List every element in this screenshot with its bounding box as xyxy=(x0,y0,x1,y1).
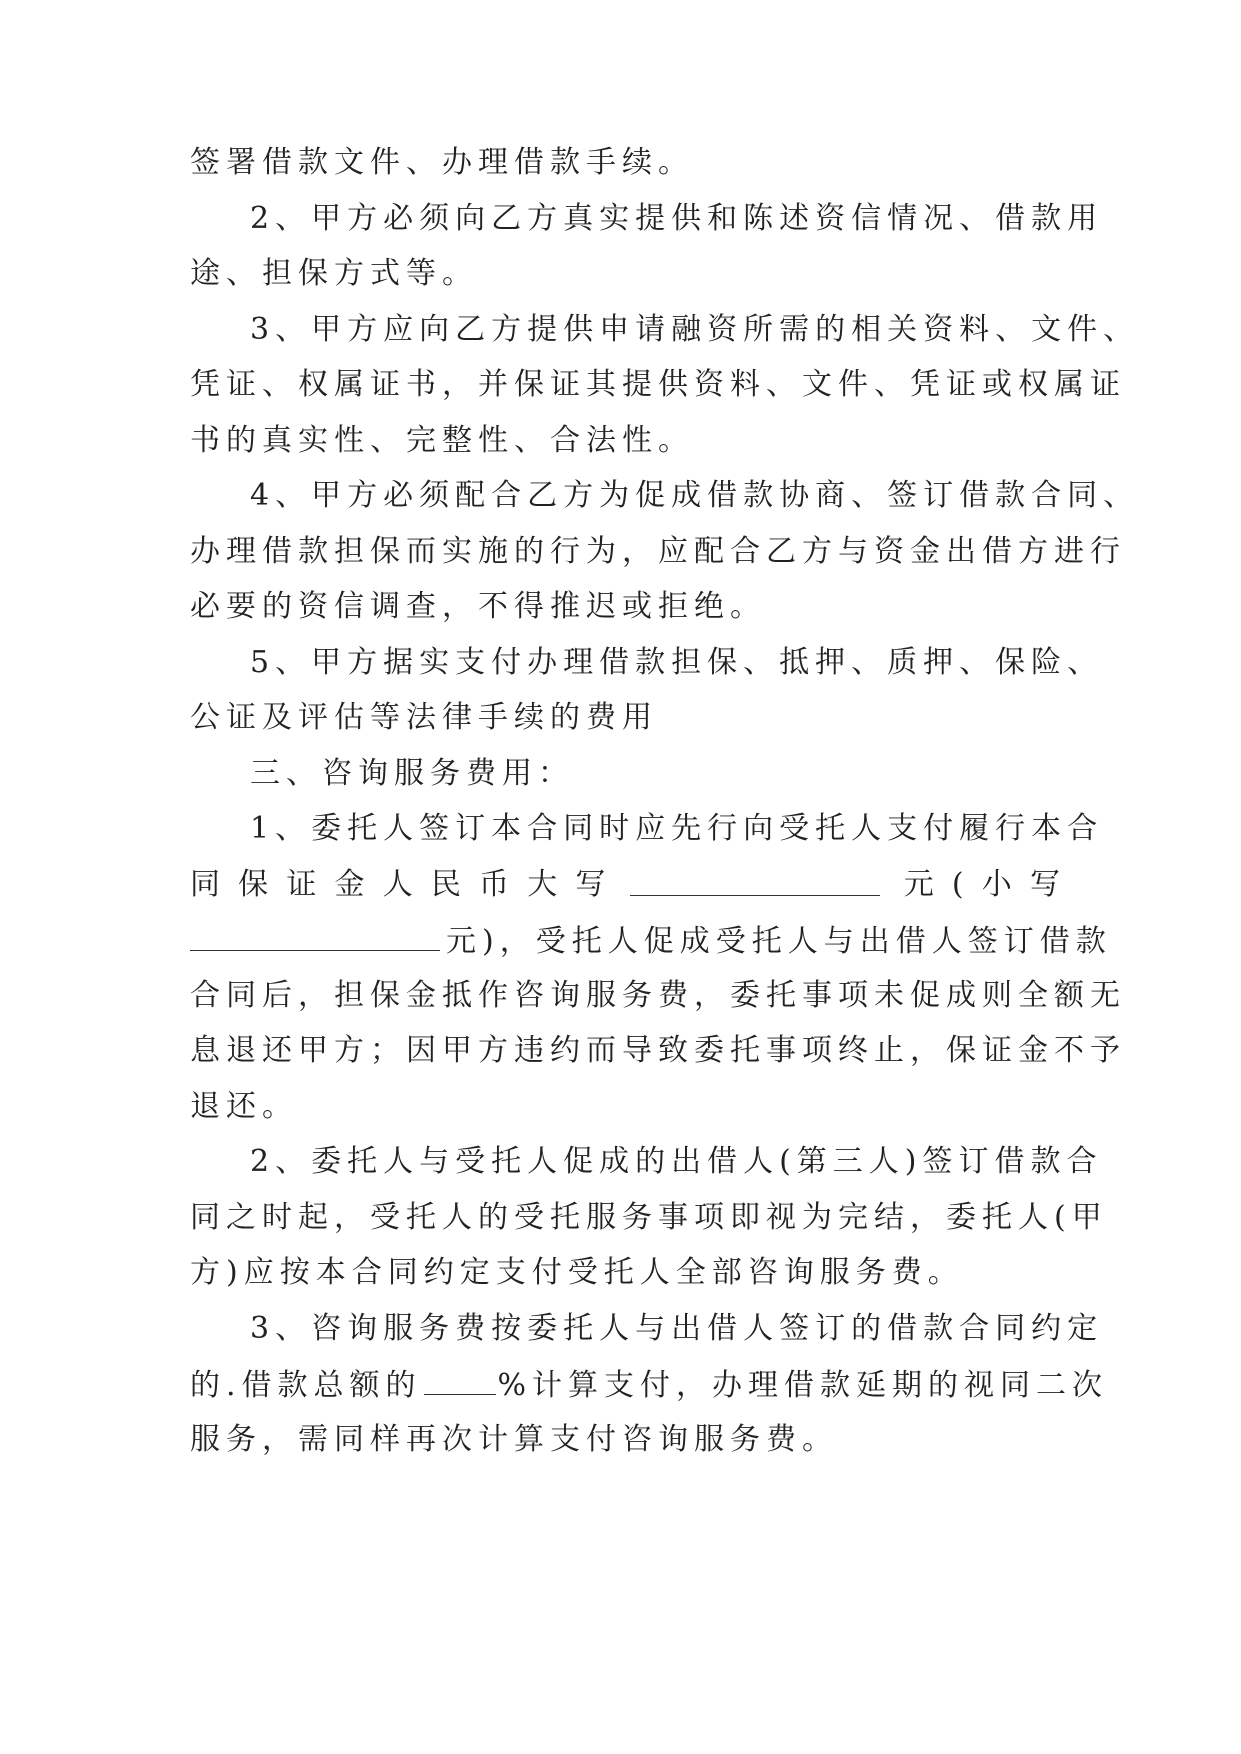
text-char: 元 xyxy=(903,867,934,902)
text-char: 小 xyxy=(981,867,1012,902)
text-char: 大 xyxy=(527,867,558,902)
text-span: 的.借款总额的 xyxy=(190,1368,422,1403)
text-line: 必要的资信调查，不得推迟或拒绝。 xyxy=(190,589,766,624)
text-line: 书的真实性、完整性、合法性。 xyxy=(190,423,694,458)
text-line: 凭证、权属证书，并保证其提供资料、文件、凭证或权属证 xyxy=(190,367,1126,402)
text-line: 1、委托人签订本合同时应先行向受托人支付履行本合 xyxy=(250,811,1104,846)
text-line: 途、担保方式等。 xyxy=(190,256,478,291)
text-line: 2、委托人与受托人促成的出借人(第三人)签订借款合 xyxy=(250,1144,1103,1179)
text-char: 写 xyxy=(1029,867,1060,902)
text-span: 元)，受托人促成受托人与出借人签订借款 xyxy=(446,924,1112,959)
text-char: 写 xyxy=(575,867,606,902)
text-line: 3、咨询服务费按委托人与出借人签订的借款合同约定 xyxy=(250,1311,1104,1346)
text-line: 办理借款担保而实施的行为，应配合乙方与资金出借方进行 xyxy=(190,534,1126,569)
text-line: 退还。 xyxy=(190,1089,298,1124)
text-line: 2、甲方必须向乙方真实提供和陈述资信情况、借款用 xyxy=(250,201,1104,236)
text-line xyxy=(190,918,1112,962)
text-line: 服务，需同样再次计算支付咨询服务费。 xyxy=(190,1422,838,1457)
text-line: 同之时起，受托人的受托服务事项即视为完结，委托人(甲 xyxy=(190,1200,1108,1235)
text-line: 3、甲方应向乙方提供申请融资所需的相关资料、文件、 xyxy=(250,312,1140,347)
text-char: 币 xyxy=(479,867,510,902)
text-char: 金 xyxy=(334,867,365,902)
text-char: 同 xyxy=(190,867,220,902)
amount-lowercase-blank[interactable] xyxy=(190,918,440,951)
percentage-blank[interactable] xyxy=(424,1362,496,1395)
text-char: 人 xyxy=(382,867,413,902)
text-line: 合同后，担保金抵作咨询服务费，委托事项未促成则全额无 xyxy=(190,978,1126,1013)
text-span: %计算支付，办理借款延期的视同二次 xyxy=(497,1368,1109,1403)
text-char: 证 xyxy=(286,867,317,902)
text-line-justified xyxy=(190,863,1060,907)
amount-uppercase-blank[interactable] xyxy=(630,863,880,896)
text-line: 4、甲方必须配合乙方为促成借款协商、签订借款合同、 xyxy=(250,478,1140,513)
text-char: ( xyxy=(951,867,964,902)
text-char: 民 xyxy=(430,867,461,902)
text-line xyxy=(190,1362,1109,1406)
text-char: 保 xyxy=(238,867,269,902)
text-line: 方)应按本合同约定支付受托人全部咨询服务费。 xyxy=(190,1255,964,1290)
section-heading: 三、咨询服务费用： xyxy=(250,756,574,791)
text-line: 签署借款文件、办理借款手续。 xyxy=(190,145,694,180)
text-line: 公证及评估等法律手续的费用 xyxy=(190,700,658,735)
text-line: 5、甲方据实支付办理借款担保、抵押、质押、保险、 xyxy=(250,645,1104,680)
text-line: 息退还甲方；因甲方违约而导致委托事项终止，保证金不予 xyxy=(190,1033,1126,1068)
